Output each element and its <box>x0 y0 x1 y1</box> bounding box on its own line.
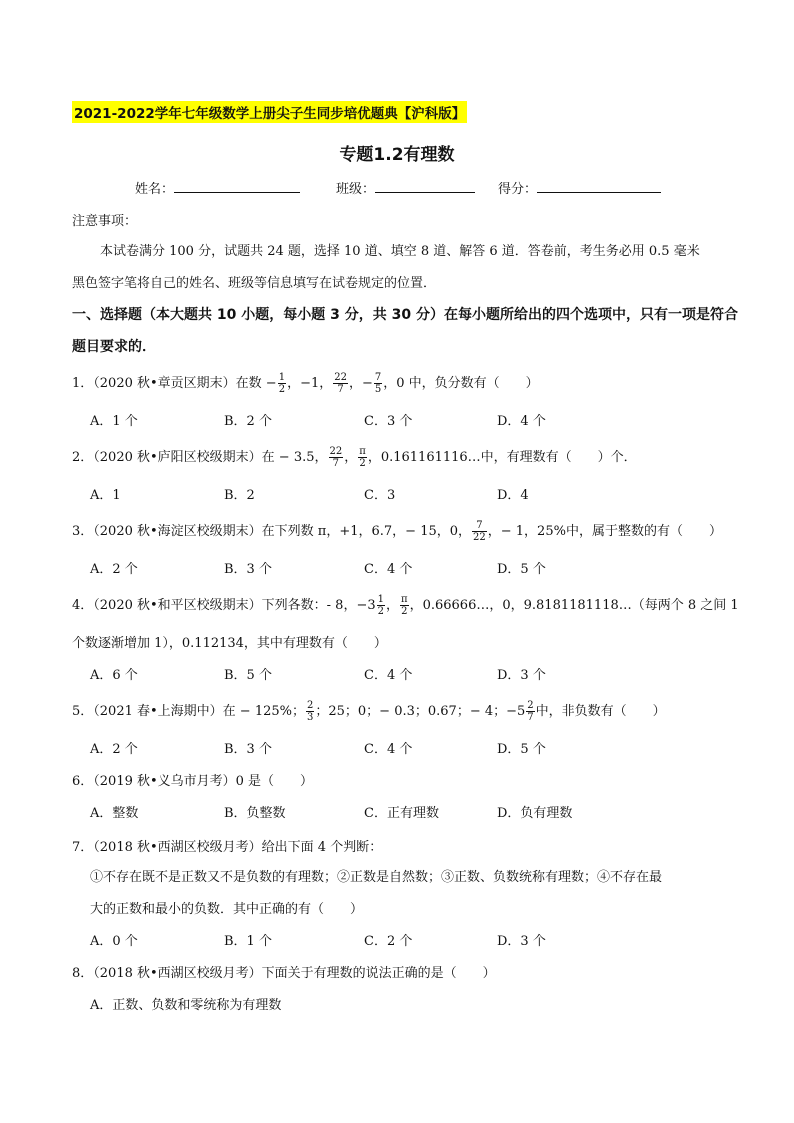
q2-fraction-1: $\frac{22}{7}$ <box>329 446 343 469</box>
section-heading-line1: 一、选择题（本大题共 10 小题，每小题 3 分，共 30 分）在每小题所给出的四个选项中，只有一项是符合 <box>72 307 738 323</box>
q5-text-b: ；25；0；− 0.3；0.67；− 4；−5 <box>315 704 526 719</box>
q3-option-d[interactable]: D．5 个 <box>497 562 546 577</box>
q2-option-d[interactable]: D．4 <box>497 488 529 503</box>
q4-fraction-2: $\frac{\pi}{2}$ <box>401 594 408 617</box>
q5-option-d[interactable]: D．5 个 <box>497 742 546 757</box>
q6-option-b[interactable]: B．负整数 <box>224 806 286 821</box>
class-label: 班级： <box>336 182 376 197</box>
q7-option-c[interactable]: C．2 个 <box>364 934 413 949</box>
notice-label: 注意事项： <box>72 214 138 229</box>
header-banner: 2021-2022学年七年级数学上册尖子生同步培优题典【沪科版】 <box>72 101 467 123</box>
q4-text-b: ， <box>386 598 400 613</box>
question-5 <box>72 700 666 723</box>
q5-text-c: 中，非负数有（ ） <box>535 704 666 719</box>
class-input-line[interactable] <box>375 180 475 193</box>
q4-fraction-1: $\frac{1}{2}$ <box>377 594 384 617</box>
q6-option-a[interactable]: A．整数 <box>90 806 139 821</box>
q8-option-a[interactable]: A．正数、负数和零统称为有理数 <box>90 998 282 1013</box>
q3-option-b[interactable]: B．3 个 <box>224 562 272 577</box>
q1-fraction-2: $\frac{22}{7}$ <box>334 372 347 395</box>
question-4 <box>72 594 739 617</box>
q1-fraction-3: $\frac{7}{5}$ <box>374 372 382 395</box>
page-title: 专题1.2有理数 <box>339 145 455 165</box>
q4-option-a[interactable]: A．6 个 <box>90 668 138 683</box>
q4-text-a: 4．（2020 秋•和平区校级期末）下列各数：- 8，−3 <box>72 598 376 613</box>
q1-option-c[interactable]: C．3 个 <box>364 414 413 429</box>
q3-fraction-1: $\frac{7}{22}$ <box>473 520 486 543</box>
q7-line2: ①不存在既不是正数又不是负数的有理数；②正数是自然数；③正数、负数统称有理数；④不存在最 <box>90 870 663 885</box>
q2-text-a: 2．（2020 秋•庐阳区校级期末）在 − 3.5， <box>72 450 328 465</box>
q7-option-d[interactable]: D．3 个 <box>497 934 546 949</box>
q6-option-c[interactable]: C．正有理数 <box>364 806 439 821</box>
q1-fraction-1: $\frac{1}{2}$ <box>278 372 286 395</box>
section-heading-line2: 题目要求的． <box>72 339 156 355</box>
q2-text-b: ， <box>344 450 358 465</box>
q5-fraction-1: $\frac{2}{3}$ <box>306 700 314 723</box>
q2-option-a[interactable]: A．1 <box>90 488 121 503</box>
q7-option-b[interactable]: B．1 个 <box>224 934 272 949</box>
question-7: 7．（2018 秋•西湖区校级月考）给出下面 4 个判断： <box>72 840 383 855</box>
q1-option-a[interactable]: A．1 个 <box>90 414 138 429</box>
q1-text-d: ，0 中，负分数有（ ） <box>383 376 539 391</box>
q2-option-c[interactable]: C．3 <box>364 488 396 503</box>
question-6: 6．（2019 秋•义乌市月考）0 是（ ） <box>72 774 314 789</box>
q1-text-b: ，−1， <box>287 376 333 391</box>
q7-line3: 大的正数和最小的负数．其中正确的有（ ） <box>90 902 364 917</box>
q1-text-a: 1．（2020 秋•章贡区期末）在数 − <box>72 376 277 391</box>
q5-option-a[interactable]: A．2 个 <box>90 742 138 757</box>
name-field <box>135 178 300 197</box>
q5-option-c[interactable]: C．4 个 <box>364 742 413 757</box>
question-8: 8．（2018 秋•西湖区校级月考）下面关于有理数的说法正确的是（ ） <box>72 966 496 981</box>
q7-option-a[interactable]: A．0 个 <box>90 934 138 949</box>
question-1 <box>72 372 539 395</box>
q4-text-c: ，0.66666…，0，9.8181181118…（每两个 8 之间 1 <box>409 598 739 613</box>
q6-option-d[interactable]: D．负有理数 <box>497 806 573 821</box>
question-3 <box>72 520 722 543</box>
q2-fraction-2: $\frac{\pi}{2}$ <box>359 446 366 469</box>
question-2 <box>72 446 637 469</box>
q4-option-c[interactable]: C．4 个 <box>364 668 413 683</box>
notice-line1: 本试卷满分 100 分，试题共 24 题，选择 10 道、填空 8 道、解答 6 道．答卷前，考生务必用 0.5 毫米 <box>100 244 700 259</box>
q4-option-b[interactable]: B．5 个 <box>224 668 272 683</box>
q1-option-b[interactable]: B．2 个 <box>224 414 272 429</box>
q3-text-a: 3．（2020 秋•海淀区校级期末）在下列数 π，+1，6.7，− 15，0， <box>72 524 472 539</box>
notice-line2: 黑色签字笔将自己的姓名、班级等信息填写在试卷规定的位置． <box>72 276 437 291</box>
score-input-line[interactable] <box>537 180 661 193</box>
q5-option-b[interactable]: B．3 个 <box>224 742 272 757</box>
q1-option-d[interactable]: D．4 个 <box>497 414 546 429</box>
name-input-line[interactable] <box>174 180 300 193</box>
q4-line2: 个数逐渐增加 1），0.112134，其中有理数有（ ） <box>72 636 387 651</box>
score-label: 得分： <box>498 182 538 197</box>
name-label: 姓名： <box>135 182 175 197</box>
q2-option-b[interactable]: B．2 <box>224 488 255 503</box>
q4-option-d[interactable]: D．3 个 <box>497 668 546 683</box>
q3-text-b: ，− 1，25%中，属于整数的有（ ） <box>487 524 722 539</box>
q5-text-a: 5．（2021 春•上海期中）在 − 125%； <box>72 704 305 719</box>
q3-option-c[interactable]: C．4 个 <box>364 562 413 577</box>
class-field <box>336 178 475 197</box>
score-field <box>498 178 661 197</box>
q2-text-c: ，0.161161116…中，有理数有（ ）个． <box>367 450 637 465</box>
q5-fraction-2: $\frac{2}{7}$ <box>527 700 534 723</box>
q1-text-c: ，− <box>348 376 373 391</box>
q3-option-a[interactable]: A．2 个 <box>90 562 138 577</box>
